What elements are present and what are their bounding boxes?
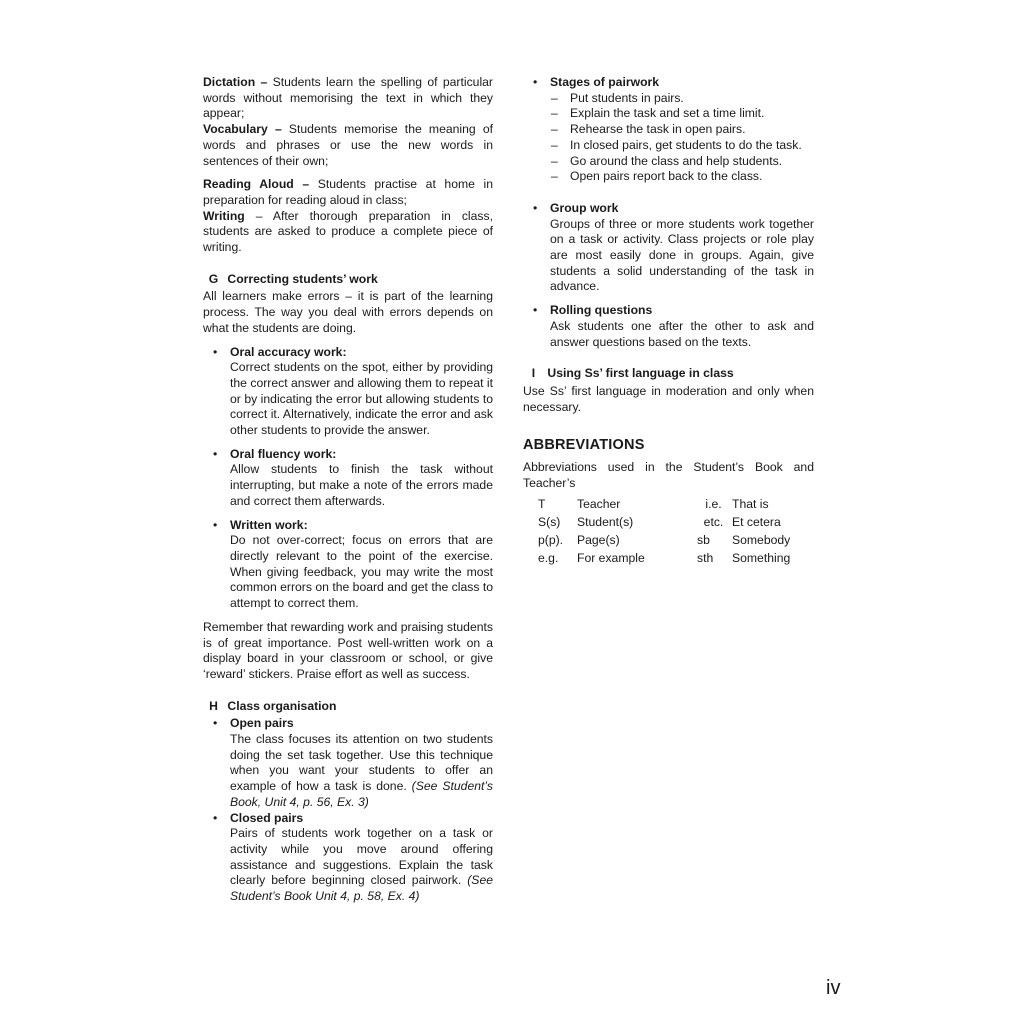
bullet-icon: • xyxy=(213,810,218,825)
abbreviations-heading: ABBREVIATIONS xyxy=(523,437,645,454)
abbr-cell: etc. xyxy=(703,515,724,530)
meaning-cell: Et cetera xyxy=(732,515,781,530)
left-column xyxy=(203,75,493,905)
list-item xyxy=(203,447,493,510)
open-pairs-reference: (See Student’s Book, Unit 4, p. 56, Ex. 3) xyxy=(230,779,493,809)
bullet-title: Group work xyxy=(550,200,619,215)
bullet-text: Allow students to finish the task without interrupting, but make a note of the errors made and correct them afterwards. xyxy=(230,462,493,508)
bullet-title: Written work: xyxy=(230,517,308,532)
bullet-text xyxy=(230,826,493,905)
page-number: iv xyxy=(826,977,841,999)
dictation-paragraph xyxy=(203,75,493,122)
dash-icon: – xyxy=(551,153,558,168)
section-g-heading xyxy=(203,272,493,288)
meaning-cell: Student(s) xyxy=(577,515,634,530)
dash-icon: – xyxy=(551,169,558,184)
step-item xyxy=(523,91,814,107)
meaning-cell: Something xyxy=(732,551,791,566)
abbreviations-table xyxy=(538,497,790,569)
meaning-cell: That is xyxy=(732,497,769,512)
section-h-letter: H xyxy=(209,698,218,713)
step-text: Go around the class and help students. xyxy=(570,153,783,168)
bullet-text: Correct students on the spot, either by providing the correct answer and allowing them to repeat it or by indicating the error but allowing students to correct it. Alternatively, indicate the error and ask other students to provide the answer. xyxy=(230,360,493,438)
dash-icon: – xyxy=(551,122,558,137)
section-i-title: Using Ss’ first language in class xyxy=(547,366,734,381)
bullet-title: Rolling questions xyxy=(550,303,653,318)
dictation-term: Dictation – xyxy=(203,75,268,89)
bullet-text: Groups of three or more students work together on a task or activity. Class projects or role play are most easily done in groups. Again, give students a solid understanding of the task in advance. xyxy=(550,216,814,294)
dash-icon: – xyxy=(551,137,558,152)
bullet-icon: • xyxy=(533,200,538,215)
list-item xyxy=(523,303,814,350)
dash-icon: – xyxy=(551,106,558,121)
list-item xyxy=(203,811,493,905)
table-row xyxy=(538,551,790,569)
reading-term: Reading Aloud – xyxy=(203,177,310,192)
step-item xyxy=(523,154,814,170)
list-item xyxy=(203,518,493,612)
table-row xyxy=(538,497,790,515)
vocabulary-term: Vocabulary – xyxy=(203,122,282,137)
abbr-cell: S(s) xyxy=(538,515,561,530)
dash-icon: – xyxy=(551,90,558,105)
writing-term: Writing xyxy=(203,208,245,223)
meaning-cell: Somebody xyxy=(732,533,791,548)
section-h-title: Class organisation xyxy=(227,698,337,713)
bullet-icon: • xyxy=(213,344,218,359)
bullet-title: Stages of pairwork xyxy=(550,75,660,89)
right-column xyxy=(523,75,814,569)
abbr-cell: p(p). xyxy=(538,533,564,548)
step-item xyxy=(523,169,814,185)
section-i-heading xyxy=(523,366,814,382)
open-pairs-text: The class focuses its attention on two students doing the set task together. Use this technique when you want your students to offer an example of how a task is done. xyxy=(230,732,493,794)
writing-paragraph xyxy=(203,209,493,256)
list-item xyxy=(203,716,493,810)
section-i-text: Use Ss’ first language in moderation and only when necessary. xyxy=(523,383,814,414)
list-item xyxy=(523,75,814,91)
bullet-text: Do not over-correct; focus on errors that are directly relevant to the point of the exercise. When giving feedback, you may write the most common errors on the board and get the class to attempt to correct them. xyxy=(230,533,493,611)
vocabulary-text: Students memorise the meaning of words and phrases or use the new words in sentences of their own; xyxy=(203,122,493,168)
closed-pairs-text: Pairs of students work together on a task or activity while you move around offering assistance and suggestions. Explain the task clearly before beginning closed pairwork. xyxy=(230,826,493,888)
step-text: In closed pairs, get students to do the task. xyxy=(570,137,802,152)
abbr-cell: e.g. xyxy=(538,551,559,566)
bullet-title: Oral fluency work: xyxy=(230,446,337,461)
abbr-cell: sb xyxy=(697,533,710,548)
section-g-letter: G xyxy=(208,271,219,286)
table-row xyxy=(538,533,790,551)
dictation-text: Students learn the spelling of particular words without memorising the text in which they appear; xyxy=(203,75,493,121)
meaning-cell: For example xyxy=(577,551,645,566)
abbr-cell: sth xyxy=(697,551,714,566)
abbreviations-intro: Abbreviations used in the Student’s Book and Teacher’s xyxy=(523,460,814,490)
bullet-icon: • xyxy=(213,517,218,532)
bullet-text xyxy=(230,732,493,811)
step-text: Explain the task and set a time limit. xyxy=(570,106,765,121)
list-item xyxy=(203,345,493,439)
remember-paragraph: Remember that rewarding work and praising students is of great importance. Post well-written work on a display board in your classroom or school, or give ‘reward’ stickers. Praise effort as well as success. xyxy=(203,619,493,681)
closed-pairs-reference: (See Student’s Book Unit 4, p. 58, Ex. 4) xyxy=(230,873,493,904)
bullet-icon: • xyxy=(213,716,218,731)
bullet-icon: • xyxy=(533,303,538,318)
step-item xyxy=(523,122,814,138)
reading-text: Students practise at home in preparation for reading aloud in class; xyxy=(203,177,493,207)
section-g-title: Correcting students’ work xyxy=(227,271,378,286)
step-text: Open pairs report back to the class. xyxy=(570,169,763,184)
table-row xyxy=(538,515,790,533)
meaning-cell: Page(s) xyxy=(577,533,620,548)
section-i-letter: I xyxy=(531,366,536,381)
abbr-cell: i.e. xyxy=(705,497,722,512)
list-item xyxy=(523,201,814,295)
reading-paragraph xyxy=(203,177,493,208)
meaning-cell: Teacher xyxy=(577,497,621,512)
step-item xyxy=(523,106,814,122)
bullet-title: Closed pairs xyxy=(230,810,304,825)
section-g-intro: All learners make errors – it is part of the learning process. The way you deal with errors depends on what the students are doing. xyxy=(203,289,493,335)
bullet-icon: • xyxy=(533,75,538,89)
bullet-icon: • xyxy=(213,446,218,461)
bullet-title: Open pairs xyxy=(230,716,294,731)
step-item xyxy=(523,138,814,154)
step-text: Put students in pairs. xyxy=(570,90,684,105)
vocabulary-paragraph xyxy=(203,122,493,169)
abbr-cell: T xyxy=(538,497,546,512)
section-h-heading xyxy=(203,699,493,715)
step-text: Rehearse the task in open pairs. xyxy=(570,122,746,137)
writing-text: – After thorough preparation in class, students are asked to produce a complete piece of writing. xyxy=(203,208,493,255)
bullet-title: Oral accuracy work: xyxy=(230,344,347,359)
bullet-text: Ask students one after the other to ask and answer questions based on the texts. xyxy=(550,318,814,349)
